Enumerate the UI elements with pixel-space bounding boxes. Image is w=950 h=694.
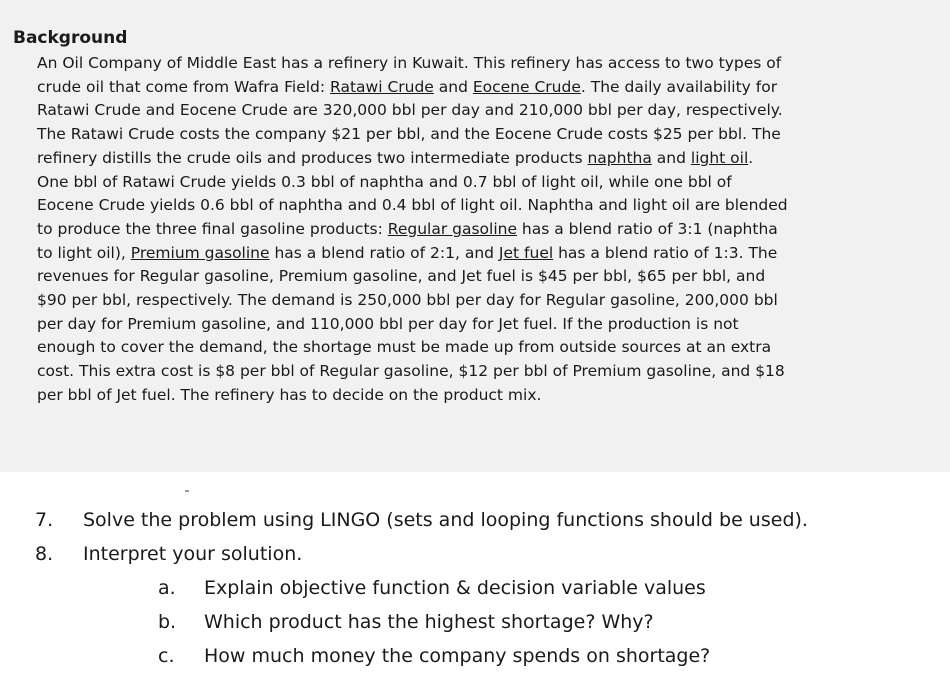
sub-question-b: [158, 605, 945, 639]
question-text: Interpret your solution.: [83, 543, 303, 565]
sub-question-letter: c.: [158, 645, 175, 667]
text-segment: per bbl of Jet fuel. The refinery has to decide on the product mix.: [37, 385, 542, 404]
question-8: [35, 537, 945, 571]
sub-question-text: Which product has the highest shortage? Why?: [204, 611, 654, 633]
paragraph-line: [37, 171, 917, 195]
sub-question-c: [158, 639, 945, 673]
question-text: Solve the problem using LINGO (sets and looping functions should be used).: [83, 509, 808, 531]
text-segment: to light oil),: [37, 243, 131, 262]
paragraph-line: [37, 384, 917, 408]
underlined-term: Regular gasoline: [387, 219, 517, 238]
paragraph-line: [37, 76, 917, 100]
question-7: [35, 503, 945, 537]
question-list: [35, 503, 945, 673]
underlined-term: Ratawi Crude: [330, 77, 434, 96]
text-segment: refinery distills the crude oils and produces two intermediate products: [37, 148, 588, 167]
paragraph-line: [37, 52, 917, 76]
text-segment: .: [748, 148, 754, 167]
text-segment: enough to cover the demand, the shortage must be made up from outside sources at an extra: [37, 338, 772, 357]
sub-question-text: How much money the company spends on shortage?: [204, 645, 711, 667]
text-segment: revenues for Regular gasoline, Premium gasoline, and Jet fuel is $45 per bbl, $65 per bbl, and: [37, 267, 766, 286]
sub-question-list: [158, 571, 945, 673]
text-segment: crude oil that come from Wafra Field:: [37, 77, 331, 96]
paragraph-line: [37, 147, 917, 171]
paragraph-line: [37, 336, 917, 360]
underlined-term: light oil: [690, 148, 749, 167]
scan-artifact-mark: [185, 490, 189, 492]
text-segment: . The daily availability for: [580, 77, 778, 96]
sub-question-letter: a.: [158, 577, 176, 599]
paragraph-line: [37, 289, 917, 313]
paragraph-line: [37, 313, 917, 337]
text-segment: and: [651, 148, 691, 167]
paragraph-line: [37, 194, 917, 218]
text-segment: $90 per bbl, respectively. The demand is 250,000 bbl per day for Regular gasoline, 200,000 bbl: [37, 291, 778, 310]
underlined-term: Premium gasoline: [130, 243, 270, 262]
question-number: 7.: [35, 509, 54, 531]
text-segment: to produce the three final gasoline products:: [37, 219, 388, 238]
text-segment: Eocene Crude yields 0.6 bbl of naphtha and 0.4 bbl of light oil. Naphtha and light oil are blended: [37, 196, 788, 215]
underlined-term: Jet fuel: [498, 243, 554, 262]
text-segment: Ratawi Crude and Eocene Crude are 320,000 bbl per day and 210,000 bbl per day, respectively.: [37, 101, 783, 120]
text-segment: An Oil Company of Middle East has a refinery in Kuwait. This refinery has access to two types of: [37, 54, 782, 72]
paragraph-line: [37, 218, 917, 242]
text-segment: and: [433, 77, 473, 96]
text-segment: per day for Premium gasoline, and 110,000 bbl per day for Jet fuel. If the production is not: [37, 314, 739, 333]
paragraph-line: [37, 99, 917, 123]
paragraph-line: [37, 360, 917, 384]
question-number: 8.: [35, 543, 54, 565]
paragraph-line: [37, 242, 917, 266]
text-segment: The Ratawi Crude costs the company $21 per bbl, and the Eocene Crude costs $25 per bbl. The: [37, 125, 781, 144]
text-segment: has a blend ratio of 1:3. The: [553, 243, 778, 262]
background-paragraph: [37, 52, 917, 408]
text-segment: has a blend ratio of 3:1 (naphtha: [517, 219, 778, 238]
underlined-term: naphtha: [587, 148, 652, 167]
paragraph-line: [37, 265, 917, 289]
sub-question-a: [158, 571, 945, 605]
text-segment: One bbl of Ratawi Crude yields 0.3 bbl of naphtha and 0.7 bbl of light oil, while one bbl of: [37, 172, 732, 191]
paragraph-line: [37, 123, 917, 147]
text-segment: has a blend ratio of 2:1, and: [269, 243, 499, 262]
text-segment: cost. This extra cost is $8 per bbl of Regular gasoline, $12 per bbl of Premium gasoline, and $18: [37, 362, 785, 381]
sub-question-letter: b.: [158, 611, 177, 633]
underlined-term: Eocene Crude: [472, 77, 581, 96]
sub-question-text: Explain objective function & decision variable values: [204, 577, 706, 599]
background-heading: Background: [13, 28, 128, 48]
